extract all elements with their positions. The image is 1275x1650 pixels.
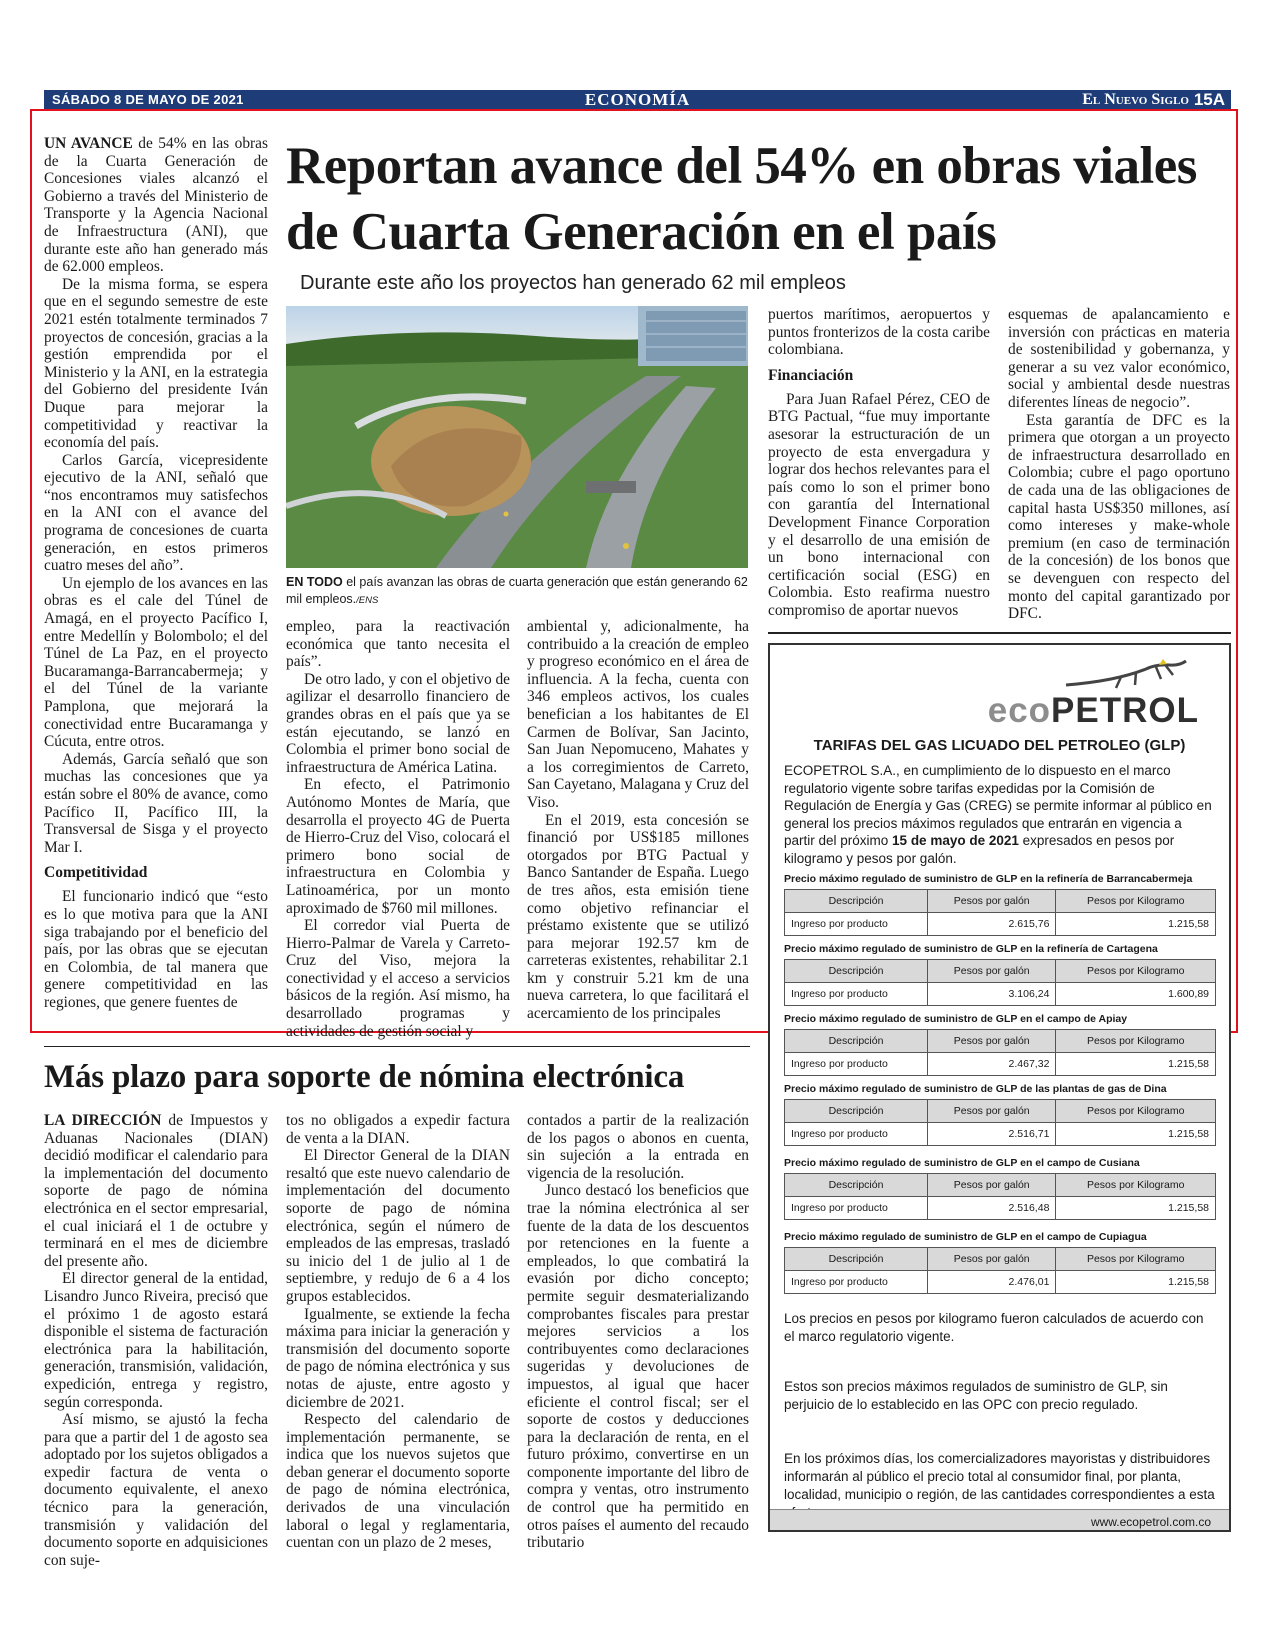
price-table-apiay: Precio máximo regulado de suministro de GLP en el campo de Apiay Descripción Pesos por galón Pesos por Kilogramo Ingreso por producto 2.467,32 1.215,58 — [784, 1013, 1216, 1076]
ad-intro: ECOPETROL S.A., en cumplimiento de lo dispuesto en el marco regulatorio vigente sobre tarifas expedidas por la Comisión de Regulación de Energía y Gas (CREG) se permite informar al público en general los precios máximos regulados que entrarán en vigencia a partir del próximo 15 de mayo de 2021 expresados en pesos por kilogramo y pesos por galón. — [784, 763, 1212, 866]
price-table-dina: Precio máximo regulado de suministro de GLP de las plantas de gas de Dina Descripción Pesos por galón Pesos por Kilogramo Ingreso por producto 2.516,71 1.215,58 — [784, 1083, 1216, 1146]
paragraph: El funcionario indicó que “esto es lo que motiva para que la ANI siga trabajando por el beneficio del país, por las obras que se ejecutan en Colombia, de tal manera que genere competitividad en las regiones, que genere fuentes de — [44, 888, 268, 1011]
paragraph: esquemas de apalancamiento e inversión con prácticas en materia de sostenibilidad y gobernanza, y generar a su vez valor económico, social y ambiental desde nuestras diferentes líneas de negocio”. — [1008, 306, 1230, 411]
article1-headline: Reportan avance del 54% en obras viales de Cuarta Generación en el país — [286, 137, 1197, 261]
paragraph: ambiental y, adicionalmente, ha contribuido a la creación de empleo y progreso económico en el área de influencia. A la fecha, cuenta con 346 empleos activos, los cuales benefician a los habitantes de El Carmen de Bolívar, San Jacinto, San Juan Nepomuceno, Mahates y a los corregimientos de Carreto, San Cayetano, Malagana y Cruz del Viso. — [527, 618, 749, 811]
photo-caption — [286, 574, 748, 609]
paragraph: de Impuestos y Aduanas Nacionales (DIAN) decidió modificar el calendario para la implementación del documento soporte de pago de nómina electrónica en el sector empresarial, el cual iniciará el 1 de octubre y terminará en el mes de diciembre del presente año. — [44, 1112, 268, 1270]
ad-note-3: En los próximos días, los comercializadores mayoristas y distribuidores informarán al público el precio total al consumidor final, por planta, localidad, municipio o región, de las cantidades correspondientes a esta — [784, 1451, 1215, 1502]
paragraph: empleo, para la reactivación económica que tanto necesita el país”. — [286, 618, 510, 671]
article2-column-2 — [286, 1112, 510, 1552]
issue-date: SÁBADO 8 DE MAYO DE 2021 — [52, 92, 244, 107]
caption-text: el país avanzan las obras de cuarta generación que están generando 62 mil empleos. — [286, 575, 748, 606]
lead-in: UN AVANCE — [44, 135, 133, 152]
article-divider — [44, 1046, 750, 1047]
paragraph: En el 2019, esta concesión se financió por US$185 millones otorgados por BTG Pactual y Banco Santander de España. Luego de tres años, esta emisión tiene como objetivo refinanciar el préstamo existente que se utilizó para mejorar 192.57 km de carreteras existentes, rehabilitar 2.1 km y construir 5.21 km de una nueva carretera, lo que facilitará el acercamiento de los principales — [527, 811, 749, 1023]
page-number: 15A — [1193, 90, 1225, 109]
paragraph: Igualmente, se extiende la fecha máxima para iniciar la generación y transmisión del documento soporte de pago de nómina electrónica y sus notas de ajuste, entre agosto y diciembre de 2021. — [286, 1305, 510, 1411]
ecopetrol-url[interactable]: www.ecopetrol.com.co — [1090, 1515, 1211, 1529]
ad-divider — [768, 632, 1231, 634]
article1-column-2 — [286, 618, 510, 1040]
article1-subhead: Durante este año los proyectos han generado 62 mil empleos — [300, 272, 846, 294]
paragraph: De otro lado, y con el objetivo de agilizar el desarrollo financiero de grandes obras en el país que ya se están ejecutando, se lanzó en Colombia el primer bono social de infraestructura de América Latina. — [286, 670, 511, 776]
article1-column-4 — [768, 306, 990, 620]
ecopetrol-ad — [768, 643, 1231, 1532]
price-table-cartagena: Precio máximo regulado de suministro de GLP en la refinería de Cartagena Descripción Pesos por galón Pesos por Kilogramo Ingreso por producto 3.106,24 1.600,89 — [784, 943, 1216, 1006]
paragraph: Un ejemplo de los avances en las obras es el cale del Túnel de Amagá, en el proyecto Pacífico I, entre Medellín y Bolombolo; el del Túnel de La Paz, en el proyecto Bucaramanga-Barrancabermeja; y el del Túnel de la variante Pamplona, que mejorará la conectividad entre Bucaramanga y Cúcuta, entre otros. — [44, 574, 268, 751]
paragraph: Así mismo, se ajustó la fecha para que a partir del 1 de agosto sea adoptado por los sujetos obligados a expedir factura de venta o documento equivalente, el anexo técnico para la generación, transmisión y validación del documento soporte en adquisiciones con suje- — [44, 1411, 268, 1569]
subheading-competitividad: Competitividad — [44, 864, 148, 882]
page-header — [44, 90, 1231, 110]
photo-credit: /ENS — [356, 595, 379, 606]
article2-headline: Más plazo para soporte de nómina electrónica — [44, 1059, 685, 1095]
lead-in: LA DIRECCIÓN — [44, 1112, 162, 1129]
paragraph: contados a partir de la realización de los pagos o abonos en cuenta, sin sujeción a la entrada en vigencia de la resolución. — [527, 1112, 749, 1182]
article2-column-1 — [44, 1112, 268, 1569]
paragraph: El director general de la entidad, Lisandro Junco Riveira, precisó que el próximo 1 de agosto estará disponible el sistema de facturación electrónica para la habilitación, generación, transmisión, validación, expedición, entrega y registro, según corresponda. — [44, 1270, 268, 1411]
paragraph: Carlos García, vicepresidente ejecutivo de la ANI, señaló que “nos encontramos muy satisfechos en la ANI con el avance del programa de concesiones de cuarta generación, en estos primeros cuatro meses del año”. — [44, 451, 268, 575]
price-table-cupiagua: Precio máximo regulado de suministro de GLP en el campo de Cupiagua Descripción Pesos por galón Pesos por Kilogramo Ingreso por producto 2.476,01 1.215,58 — [784, 1231, 1216, 1294]
paragraph: de 54% en las obras de la Cuarta Generación de Concesiones viales alcanzó el Gobierno a través del Ministerio de Transporte y la Agencia Nacional de Infraestructura (ANI), que durante este año han generado más de 62.000 empleos. — [44, 135, 268, 276]
ad-title: TARIFAS DEL GAS LICUADO DEL PETROLEO (GLP) — [813, 737, 1186, 754]
caption-lead: EN TODO — [286, 575, 343, 589]
paragraph: Para Juan Rafael Pérez, CEO de BTG Pactual, “fue muy importante asesorar la estructuración de un proyecto de esta envergadura y lograr dos hechos relevantes para el país como lo son el primer bono con garantía del International Development Finance Corporation y el desarrollo de una emisión de un bono internacional con certificación social (ESG) en Colombia. Esto reafirma nuestro compromiso de aportar nuevos — [768, 390, 990, 619]
highway-photo — [286, 306, 748, 568]
newspaper-name: El Nuevo Siglo — [1082, 91, 1189, 108]
ad-note-1: Los precios en pesos por kilogramo fueron calculados de acuerdo con el marco regulatorio vigente. — [784, 1311, 1204, 1344]
paragraph: puertos marítimos, aeropuertos y puntos fronterizos de la costa caribe colombiana. — [768, 306, 990, 359]
paragraph: El corredor vial Puerta de Hierro-Palmar de Varela y Carreto-Cruz del Viso, mejora la conectividad y el acceso a servicios básicos de la región. Así mismo, ha desarrollado programas y actividades de gestión social y — [286, 917, 510, 1040]
iguana-logo-icon — [1061, 655, 1191, 695]
ad-note-2: Estos son precios máximos regulados de suministro de GLP, sin perjuicio de lo establecido en las OPC con precio regulado. — [784, 1379, 1168, 1412]
article2-column-3 — [527, 1112, 749, 1552]
paragraph: En efecto, el Patrimonio Autónomo Montes de María, que desarrolla el proyecto 4G de Puerta de Hierro-Cruz del Viso, colocará el primero bono social de infraestructura en Colombia y Latinoamérica, por un monto aproximado de $760 mil millones. — [286, 776, 510, 917]
paragraph: Además, García señaló que son muchas las concesiones que ya están sobre el 80% de avance, como Pacífico II, Pacífico III, la Transversal de Sisga y el proyecto Mar I. — [44, 750, 268, 856]
paragraph: De la misma forma, se espera que en el segundo semestre de este 2021 estén totalmente terminados 7 proyectos de concesión, gracias a la gestión emprendida por el Ministerio y la ANI, en la estrategia del Gobierno del presidente Iván Duque para mejorar la competitividad y reactivar la economía del país. — [44, 275, 268, 452]
section-title: ECONOMÍA — [584, 90, 691, 109]
ecopetrol-logo: ecoPETROL — [987, 691, 1199, 730]
paragraph: El Director General de la DIAN resaltó que este nuevo calendario de implementación del documento soporte de pago de nómina electrónica, según el número de empleados de las empresas, trasladó su inicio del 1 de julio al 1 de septiembre, y redujo de 6 a 4 los grupos establecidos. — [286, 1147, 510, 1305]
paragraph: tos no obligados a expedir factura de venta a la DIAN. — [286, 1112, 510, 1147]
price-table-barrancabermeja: Precio máximo regulado de suministro de GLP en la refinería de Barrancabermeja Descripción Pesos por galón Pesos por Kilogramo Ingreso por producto 2.615,76 1.215,58 — [784, 873, 1216, 936]
article1-column-1 — [44, 135, 268, 1012]
paragraph: Esta garantía de DFC es la primera que otorgan a un proyecto de infraestructura desarrollado en Colombia; cubre el pago oportuno de cada una de las obligaciones de capital hasta US$350 millones, así como intereses y make-whole premium (en caso de terminación de la concesión) de los bonos que se devenguen con respecto del monto del capital garantizado por DFC. — [1008, 411, 1230, 623]
price-table-cusiana: Precio máximo regulado de suministro de GLP en el campo de Cusiana Descripción Pesos por galón Pesos por Kilogramo Ingreso por producto 2.516,48 1.215,58 — [784, 1157, 1216, 1220]
paragraph: Junco destacó los beneficios que trae la nómina electrónica al ser fuente de la data de los descuentos por retenciones en la fuente a empleados, lo que combatirá la evasión por dicho concepto; permite seguir desmaterializando comprobantes fiscales para prestar mejores servicios a los contribuyentes como declaraciones sugeridas y devoluciones de impuestos, al igual que hacer eficiente el control fiscal; ser el soporte de costos y deducciones para la declaración de renta, en el futuro próximo, convertirse en un componente importante del libro de compra y ventas, otro instrumento de control que ha permitido en otros países el aumento del recaudo tributario — [527, 1182, 749, 1552]
article1-column-3 — [527, 618, 749, 1023]
article1-column-5 — [1008, 306, 1230, 623]
paragraph: Respecto del calendario de implementación permanente, se indica que los nuevos sujetos que deban generar el documento soporte de pago de nómina electrónica, derivados de una vinculación laboral o legal y reglamentaria, cuentan con un plazo de 2 meses, — [286, 1411, 510, 1552]
subheading-financiacion: Financiación — [768, 366, 854, 384]
